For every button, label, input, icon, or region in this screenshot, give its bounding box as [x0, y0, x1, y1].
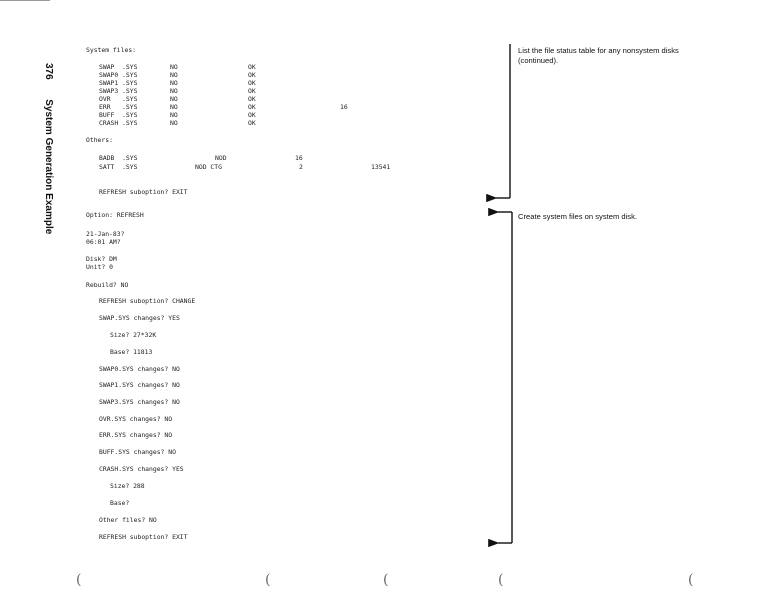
file-status: OK — [248, 119, 256, 127]
others-header: Others: — [86, 136, 113, 144]
page-number: 376 — [43, 63, 54, 80]
file-size: 16 — [295, 154, 303, 162]
file-status: OK — [248, 63, 256, 71]
file-name: CRASH .SYS — [99, 119, 138, 127]
file-name: SATT .SYS — [99, 163, 138, 171]
refresh-exit-prompt: REFRESH suboption? EXIT — [99, 533, 188, 541]
binding-mark: ( — [498, 572, 504, 588]
annotation-file-status: List the file status table for any nonsystem disks (continued). — [518, 46, 679, 65]
swap-base-line: Base? 11813 — [110, 348, 153, 356]
file-nod: NO — [170, 71, 178, 79]
file-name: SWAP3 .SYS — [99, 87, 138, 95]
err-changes-line: ERR.SYS changes? NO — [99, 431, 173, 439]
swap-changes-line: SWAP.SYS changes? YES — [99, 314, 180, 322]
binding-mark: ( — [688, 572, 694, 588]
file-status: OK — [248, 111, 256, 119]
annotation-create-system-files: Create system files on system disk. — [518, 212, 638, 221]
refresh-exit-prompt: REFRESH suboption? EXIT — [99, 188, 188, 196]
file-nod: NO — [170, 63, 178, 71]
file-size: 2 — [299, 163, 303, 171]
refresh-change-prompt: REFRESH suboption? CHANGE — [99, 297, 196, 305]
file-nod: NO — [170, 111, 178, 119]
rebuild-line: Rebuild? NO — [86, 281, 129, 289]
file-attr: NOD — [215, 154, 227, 162]
file-name: SWAP .SYS — [99, 63, 138, 71]
file-position: 13541 — [371, 163, 391, 171]
system-files-header: System files: — [86, 46, 137, 54]
time-line: 06:01 AM? — [86, 238, 121, 246]
binding-mark: ( — [76, 572, 82, 588]
unit-line: Unit? 0 — [86, 263, 113, 271]
swap1-changes-line: SWAP1.SYS changes? NO — [99, 381, 180, 389]
swap-size-line: Size? 27*32K — [110, 331, 157, 339]
file-nod: NO — [170, 119, 178, 127]
file-nod: NO — [170, 87, 178, 95]
file-name: BUFF .SYS — [99, 111, 138, 119]
file-status: OK — [248, 71, 256, 79]
disk-line: Disk? DM — [86, 255, 117, 263]
file-name: SWAP1 .SYS — [99, 79, 138, 87]
crash-changes-line: CRASH.SYS changes? YES — [99, 465, 184, 473]
file-name: ERR .SYS — [99, 103, 138, 111]
file-nod: NO — [170, 79, 178, 87]
crash-base-line: Base? — [110, 499, 130, 507]
file-extra: 16 — [340, 103, 348, 111]
file-status: OK — [248, 87, 256, 95]
file-status: OK — [248, 103, 256, 111]
binding-mark: ( — [265, 572, 271, 588]
crash-size-line: Size? 288 — [110, 482, 145, 490]
option-line: Option: REFRESH — [86, 211, 144, 219]
file-attr: NOD CTG — [195, 163, 222, 171]
chapter-title: System Generation Example — [43, 99, 54, 235]
buff-changes-line: BUFF.SYS changes? NO — [99, 448, 176, 456]
file-name: BADB .SYS — [99, 154, 138, 162]
file-status: OK — [248, 79, 256, 87]
other-files-line: Other files? NO — [99, 516, 157, 524]
date-line: 21-Jan-83? — [86, 230, 125, 238]
file-name: SWAP0 .SYS — [99, 71, 138, 79]
binding-mark: ( — [383, 572, 389, 588]
file-status: OK — [248, 95, 256, 103]
ovr-changes-line: OVR.SYS changes? NO — [99, 415, 173, 423]
file-nod: NO — [170, 103, 178, 111]
swap0-changes-line: SWAP0.SYS changes? NO — [99, 365, 180, 373]
swap3-changes-line: SWAP3.SYS changes? NO — [99, 398, 180, 406]
file-nod: NO — [170, 95, 178, 103]
file-name: OVR .SYS — [99, 95, 138, 103]
